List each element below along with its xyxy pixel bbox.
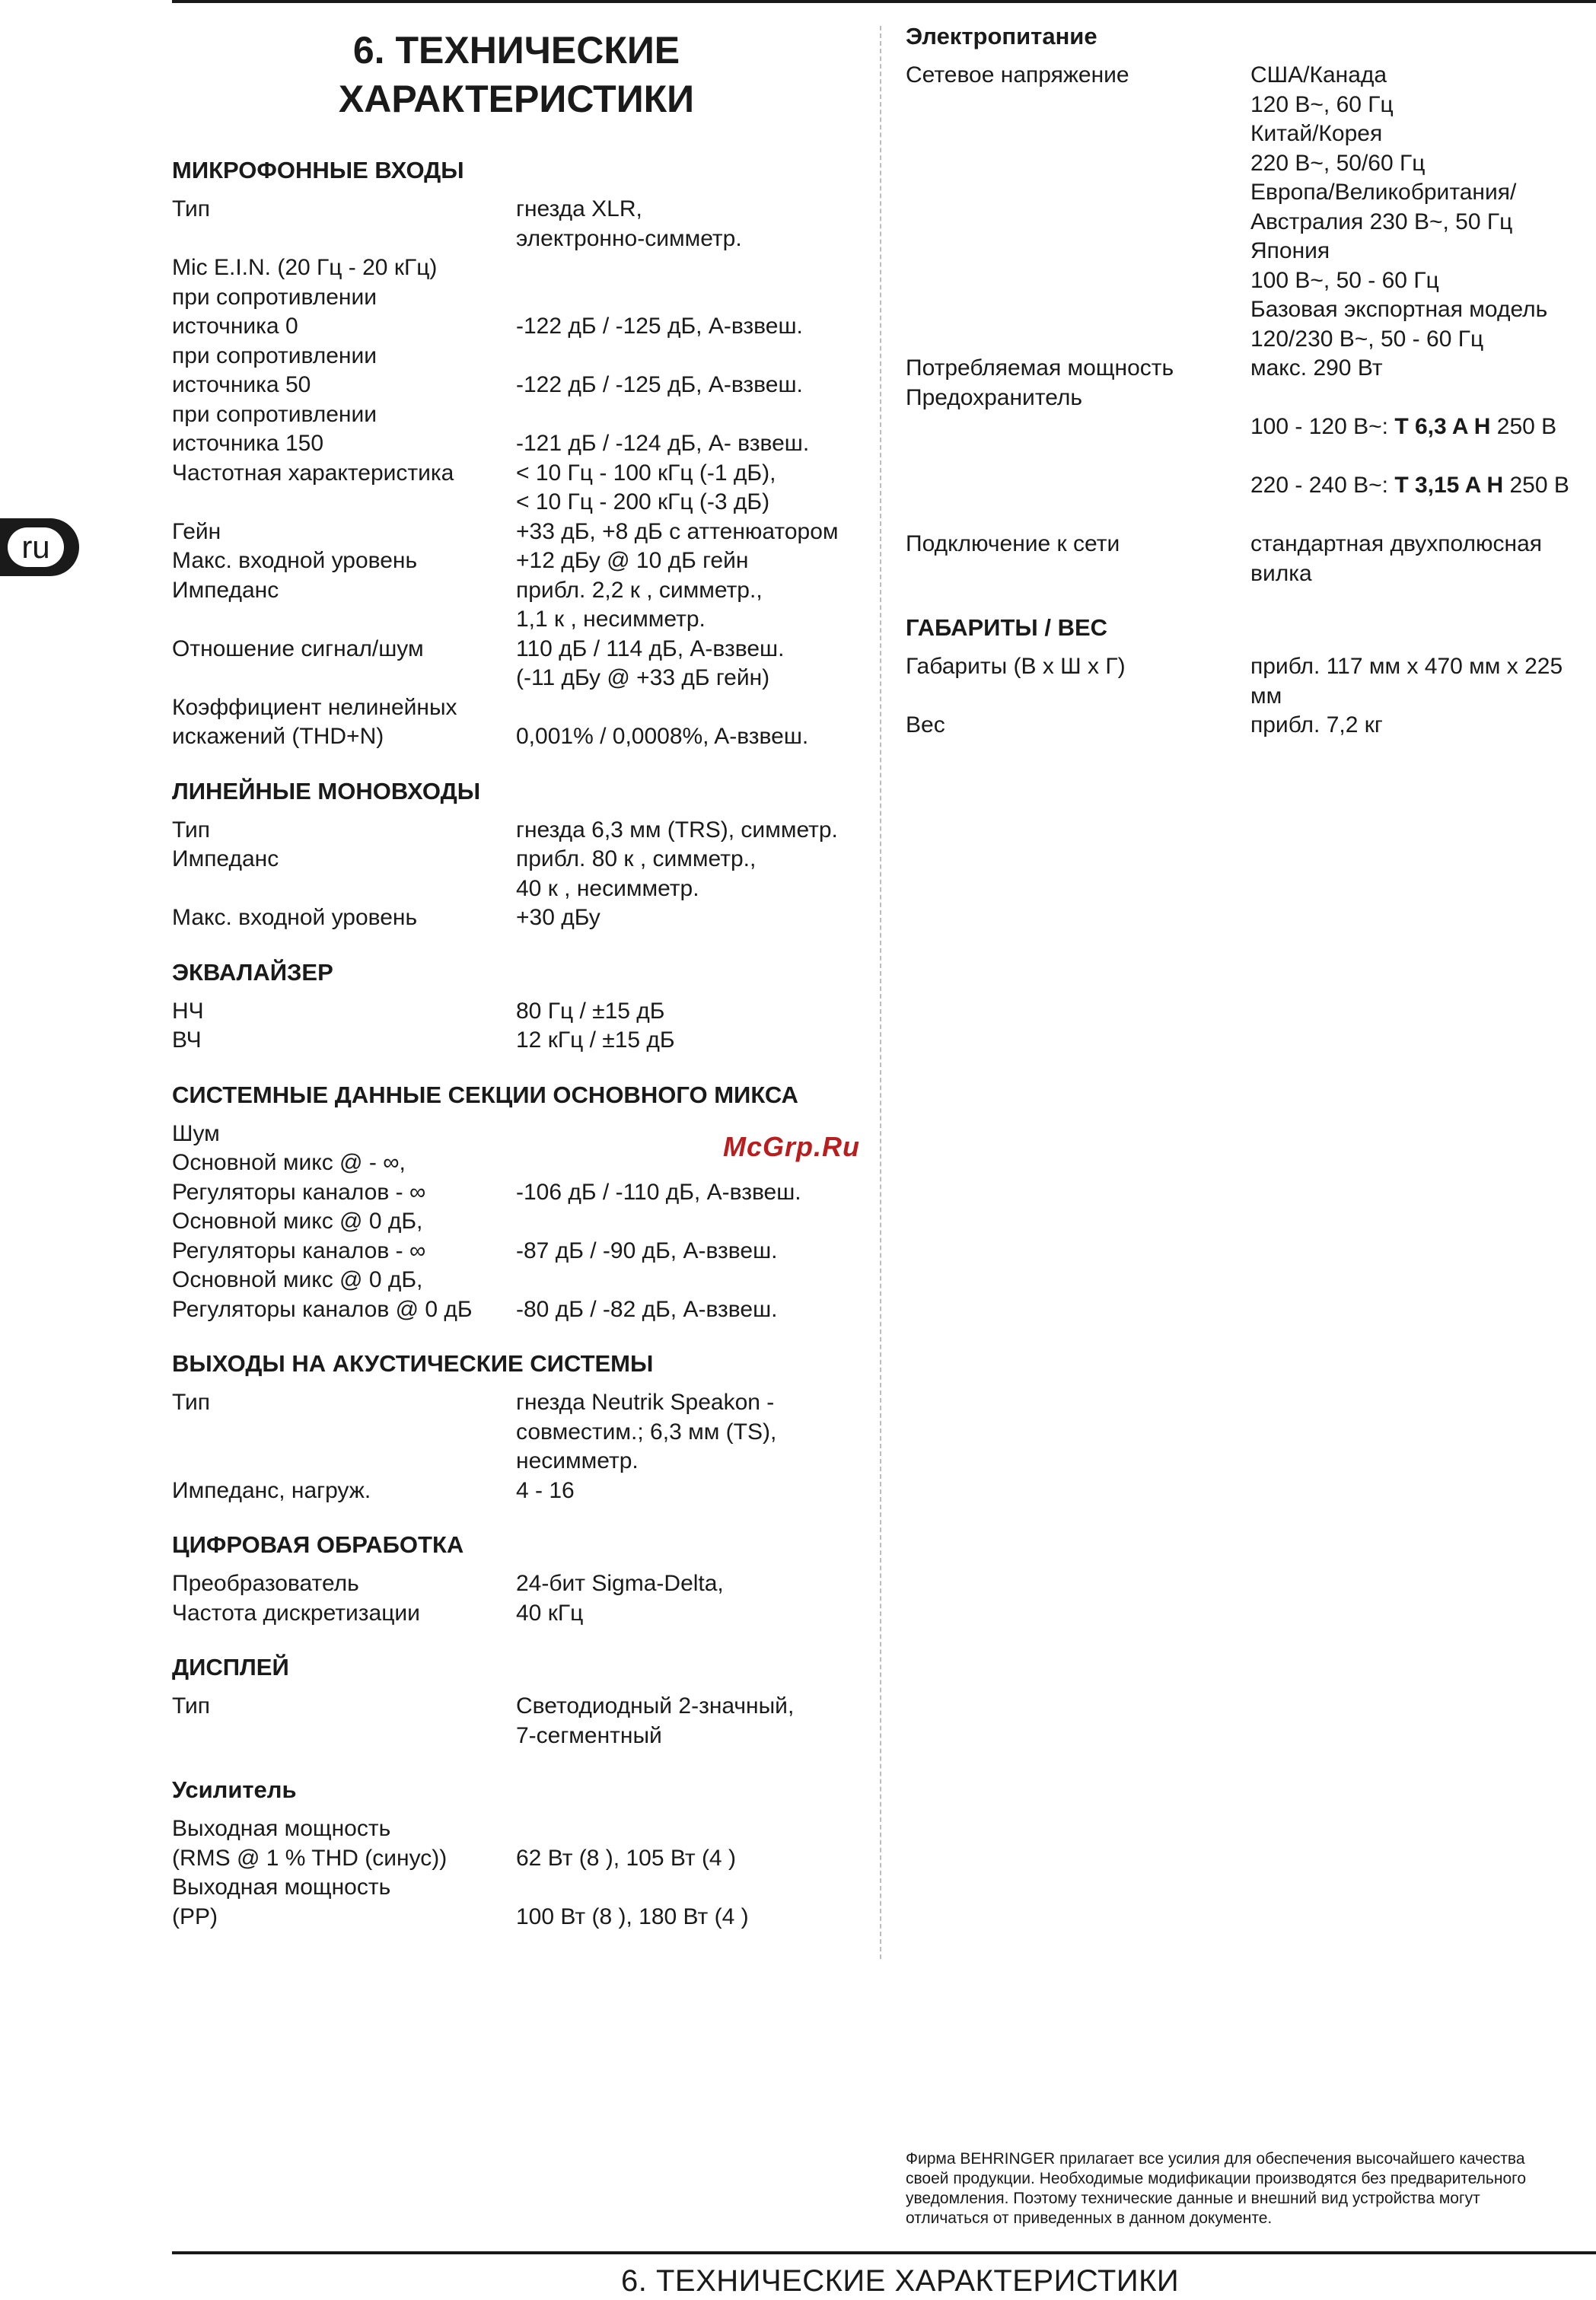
spec-value: прибл. 7,2 кг — [1250, 712, 1383, 737]
fuse-line: 220 - 240 В~: T 3,15 A H 250 В — [1250, 473, 1569, 498]
spec-row — [172, 1477, 872, 1506]
spec-value: 62 Вт (8 ), 105 Вт (4 ) — [516, 1845, 736, 1871]
spec-value: -122 дБ / -125 дБ, A-взвеш. — [516, 372, 803, 397]
spec-label: Преобразователь — [172, 1571, 359, 1596]
spec-row — [172, 1692, 872, 1750]
spec-value: прибл. 117 мм x 470 мм x 225 мм — [1250, 654, 1563, 709]
right-column — [906, 21, 1591, 741]
spec-row — [172, 342, 872, 400]
spec-value: -122 дБ / -125 дБ, A-взвеш. — [516, 314, 803, 339]
spec-value: 100 Вт (8 ), 180 Вт (4 ) — [516, 1903, 749, 1929]
spec-label: Основной микс @ - ∞, Регуляторы каналов - ∞ — [172, 1150, 426, 1205]
spec-value: < 10 Гц - 100 кГц (-1 дБ), < 10 Гц - 200 кГц (-3 дБ) — [516, 460, 776, 514]
spec-row — [172, 845, 872, 903]
spec-label: Вес — [906, 712, 945, 737]
spec-row — [172, 816, 872, 846]
spec-label: Габариты (В х Ш х Г) — [906, 654, 1126, 679]
spec-row — [906, 61, 1591, 354]
spec-row — [906, 530, 1591, 588]
spec-row — [172, 1873, 872, 1932]
spec-label: Импеданс, нагруж. — [172, 1477, 371, 1503]
spec-value: 80 Гц / ±15 дБ — [516, 998, 665, 1024]
spec-value: 110 дБ / 114 дБ, A-взвеш. (-11 дБу @ +33 дБ гейн) — [516, 636, 785, 690]
language-tab — [0, 518, 79, 576]
spec-value: 12 кГц / ±15 дБ — [516, 1027, 675, 1053]
spec-row — [172, 400, 872, 459]
spec-label: Основной микс @ 0 дБ, Регуляторы каналов @ 0 дБ — [172, 1267, 473, 1322]
spec-row — [172, 635, 872, 693]
section-heading: МИКРОФОННЫЕ ВХОДЫ — [172, 157, 464, 183]
spec-row — [172, 693, 872, 752]
spec-value: макс. 290 Вт — [1250, 355, 1383, 381]
spec-label: Импеданс — [172, 577, 279, 603]
section-heading: ДИСПЛЕЙ — [172, 1654, 289, 1680]
spec-row — [172, 253, 872, 342]
spec-label: Выходная мощность (PP) — [172, 1875, 391, 1929]
spec-value: 24-бит Sigma-Delta, — [516, 1571, 724, 1596]
spec-value: -106 дБ / -110 дБ, A-взвеш. — [516, 1179, 801, 1205]
bottom-rule — [172, 2251, 1596, 2254]
spec-value: -121 дБ / -124 дБ, A- взвеш. — [516, 431, 810, 456]
spec-label: Тип — [172, 196, 211, 221]
spec-row — [172, 1814, 872, 1873]
spec-label: Тип — [172, 1693, 211, 1719]
spec-sections — [172, 155, 872, 1932]
spec-row — [172, 518, 872, 547]
spec-row — [172, 459, 872, 518]
spec-row — [172, 1599, 872, 1629]
spec-row — [906, 652, 1591, 711]
page-title: 6. ТЕХНИЧЕСКИЕ ХАРАКТЕРИСТИКИ — [338, 29, 695, 120]
section-rows — [172, 997, 872, 1056]
section-rows — [172, 816, 872, 933]
spec-value: +12 дБу @ 10 дБ гейн — [516, 548, 749, 573]
language-tab-label: ru — [8, 527, 64, 567]
spec-value: гнезда Neutrik Speakon - совместим.; 6,3 мм (TS), несимметр. — [516, 1390, 777, 1473]
section-rows — [172, 1692, 872, 1750]
spec-value: стандартная двухполюсная вилка — [1250, 531, 1542, 586]
spec-label: Макс. входной уровень — [172, 548, 418, 573]
spec-row — [172, 1388, 872, 1477]
spec-label: Основной микс @ 0 дБ, Регуляторы каналов - ∞ — [172, 1209, 426, 1263]
spec-value: +33 дБ, +8 дБ с аттенюатором — [516, 518, 839, 544]
spec-row — [906, 354, 1591, 384]
section-rows — [172, 1388, 872, 1505]
spec-value: -87 дБ / -90 дБ, A-взвеш. — [516, 1238, 778, 1263]
spec-value: -80 дБ / -82 дБ, A-взвеш. — [516, 1296, 778, 1322]
spec-value: 40 кГц — [516, 1600, 584, 1626]
section-heading: ЛИНЕЙНЫЕ МОНОВХОДЫ — [172, 777, 481, 804]
spec-value: гнезда XLR, электронно-симметр. — [516, 196, 742, 251]
spec-label: Подключение к сети — [906, 531, 1120, 556]
spec-label: Mic E.I.N. (20 Гц - 20 кГц) при сопротивлении источника 0 — [172, 255, 438, 339]
spec-row — [172, 576, 872, 635]
spec-label: Сетевое напряжение — [906, 62, 1129, 88]
spec-label: Коэффициент нелинейных искажений (THD+N) — [172, 694, 457, 749]
dimensions-heading: ГАБАРИТЫ / ВЕС — [906, 614, 1108, 641]
section-heading: ВЫХОДЫ НА АКУСТИЧЕСКИЕ СИСТЕМЫ — [172, 1350, 654, 1377]
spec-label: Макс. входной уровень — [172, 905, 418, 930]
spec-row — [172, 1207, 872, 1266]
spec-row — [906, 384, 1591, 530]
spec-label: Импеданс — [172, 846, 279, 871]
spec-label: при сопротивлении источника 50 — [172, 342, 377, 397]
spec-label: НЧ — [172, 998, 204, 1024]
fuse-values — [1250, 384, 1591, 530]
fuse-line: 100 - 120 В~: T 6,3 A H 250 В — [1250, 414, 1557, 439]
section-heading: ЦИФРОВАЯ ОБРАБОТКА — [172, 1531, 464, 1558]
spec-row — [172, 997, 872, 1027]
spec-label: Частотная характеристика — [172, 460, 454, 486]
spec-value: 0,001% / 0,0008%, A-взвеш. — [516, 724, 809, 749]
column-divider — [880, 26, 881, 1959]
disclaimer: Фирма BEHRINGER прилагает все усилия для обеспечения высочайшего качества своей продукции. Необходимые модификации производятся без предварительного уведомления. Поэтому технические данные и внешний вид устройства могут отличаться от приведенных в данном документе. — [906, 2150, 1527, 2227]
spec-label: при сопротивлении источника 150 — [172, 401, 377, 456]
footer-title: 6. ТЕХНИЧЕСКИЕ ХАРАКТЕРИСТИКИ — [621, 2264, 1180, 2298]
spec-row — [172, 546, 872, 576]
spec-row — [172, 1569, 872, 1599]
power-rows — [906, 61, 1591, 588]
spec-value: прибл. 80 к , симметр., 40 к , несимметр. — [516, 846, 757, 901]
spec-row — [906, 711, 1591, 741]
spec-label: ВЧ — [172, 1027, 202, 1053]
spec-value: Светодиодный 2-значный, 7-сегментный — [516, 1693, 795, 1748]
spec-label: Шум — [172, 1120, 220, 1146]
section-heading: ЭКВАЛАЙЗЕР — [172, 958, 333, 986]
spec-row — [172, 1266, 872, 1324]
power-heading: Электропитание — [906, 23, 1097, 49]
spec-label: Тип — [172, 1390, 211, 1415]
dimensions-rows — [906, 652, 1591, 741]
spec-label: Предохранитель — [906, 384, 1083, 410]
spec-label: Потребляемая мощность — [906, 355, 1174, 381]
section-rows — [172, 195, 872, 752]
top-rule — [172, 0, 1596, 3]
section-heading: Усилитель — [172, 1776, 297, 1803]
spec-label: Гейн — [172, 518, 221, 544]
spec-label: Выходная мощность (RMS @ 1 % THD (синус)) — [172, 1816, 448, 1871]
spec-row — [172, 195, 872, 253]
spec-value: +30 дБу — [516, 905, 600, 930]
spec-label: Частота дискретизации — [172, 1600, 420, 1626]
spec-value: прибл. 2,2 к , симметр., 1,1 к , несимметр. — [516, 577, 763, 632]
spec-row — [172, 1026, 872, 1056]
spec-label: Отношение сигнал/шум — [172, 636, 424, 661]
spec-value: 4 - 16 — [516, 1477, 575, 1503]
section-heading: СИСТЕМНЫЕ ДАННЫЕ СЕКЦИИ ОСНОВНОГО МИКСА — [172, 1081, 798, 1108]
spec-row — [172, 903, 872, 933]
spec-value: США/Канада 120 В~, 60 Гц Китай/Корея 220 В~, 50/60 Гц Европа/Великобритания/ Австралия 230 В~, 50 Гц Япония 100 В~, 50 - 60 Гц Базовая экспортная модель 120/230 В~, 50 - 60 Гц — [1250, 62, 1548, 352]
watermark: McGrp.Ru — [723, 1131, 861, 1162]
spec-label: Тип — [172, 817, 211, 843]
section-rows — [172, 1814, 872, 1932]
section-rows — [172, 1569, 872, 1628]
spec-value: гнезда 6,3 мм (TRS), симметр. — [516, 817, 838, 843]
left-column — [172, 26, 872, 1932]
